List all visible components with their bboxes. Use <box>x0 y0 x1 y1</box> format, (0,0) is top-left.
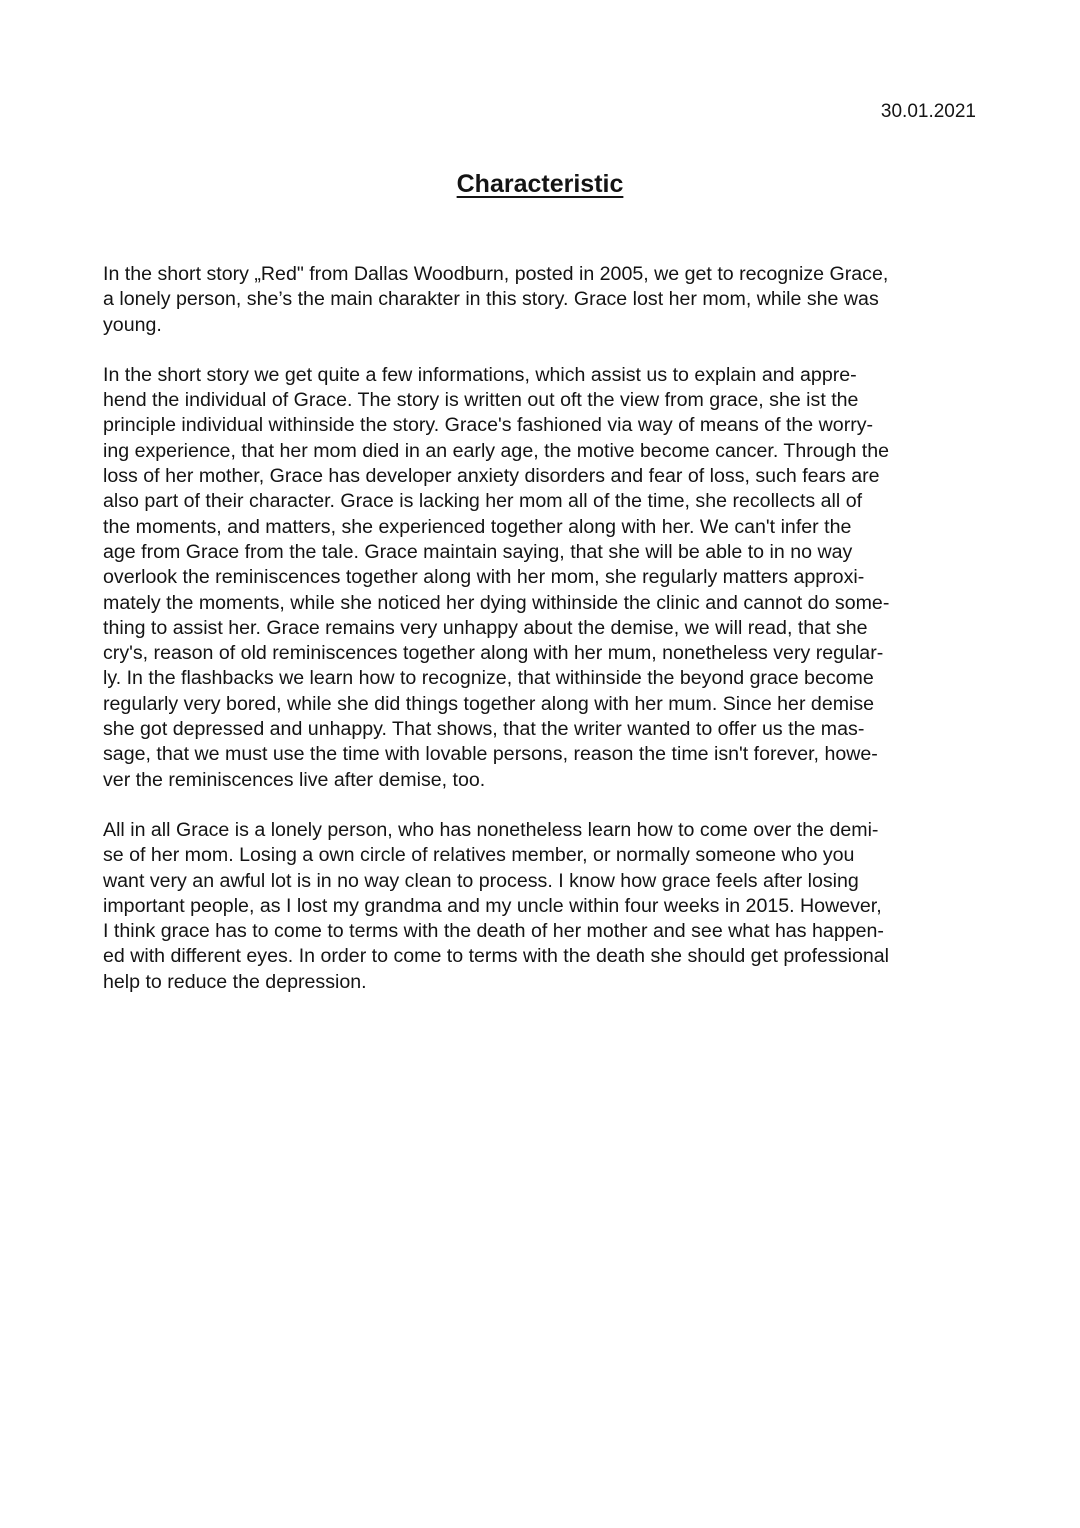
paragraph-line: ly. In the flashbacks we learn how to recognize, that withinside the beyond grace become <box>103 667 874 690</box>
paragraph <box>103 818 979 995</box>
paragraph-line: In the short story „Red" from Dallas Woodburn, posted in 2005, we get to recognize Grace, <box>103 263 889 285</box>
document-date: 30.01.2021 <box>880 101 976 122</box>
paragraph-line: I think grace has to come to terms with the death of her mother and see what has happen- <box>103 920 884 943</box>
paragraph-line: overlook the reminiscences together along with her mom, she regularly matters approxi- <box>103 566 865 589</box>
paragraph-line: All in all Grace is a lonely person, who has nonetheless learn how to come over the demi- <box>103 818 879 841</box>
paragraph <box>103 363 979 793</box>
paragraph-line: mately the moments, while she noticed her dying withinside the clinic and cannot do some- <box>103 591 890 614</box>
paragraph <box>103 262 979 338</box>
paragraph-line: young. <box>103 313 162 336</box>
paragraph-line: regularly very bored, while she did things together along with her mum. Since her demise <box>103 692 875 715</box>
paragraph-line: help to reduce the depression. <box>103 970 367 993</box>
paragraph-line: important people, as I lost my grandma and my uncle within four weeks in 2015. However, <box>103 894 882 917</box>
paragraph-line: cry's, reason of old reminiscences together along with her mum, nonetheless very regular- <box>103 642 884 665</box>
paragraph-line: want very an awful lot is in no way clean to process. I know how grace feels after losing <box>103 869 859 892</box>
paragraph-line: ver the reminiscences live after demise, too. <box>103 768 486 791</box>
document-body <box>103 262 979 1020</box>
paragraph-line: the moments, and matters, she experienced together along with her. We can't infer the <box>103 515 852 538</box>
paragraph-line: age from Grace from the tale. Grace maintain saying, that she will be able to in no way <box>103 540 853 563</box>
paragraph-line: loss of her mother, Grace has developer anxiety disorders and fear of loss, such fears are <box>103 465 880 488</box>
paragraph-line: se of her mom. Losing a own circle of relatives member, or normally someone who you <box>103 844 855 867</box>
document-title: Characteristic <box>456 170 624 198</box>
paragraph-line: ed with different eyes. In order to come to terms with the death she should get professional <box>103 945 890 968</box>
paragraph-line: ing experience, that her mom died in an early age, the motive become cancer. Through the <box>103 439 890 462</box>
paragraph-line: In the short story we get quite a few informations, which assist us to explain and appre- <box>103 363 857 386</box>
paragraph-line: she got depressed and unhappy. That shows, that the writer wanted to offer us the mas- <box>103 718 865 741</box>
paragraph-line: sage, that we must use the time with lovable persons, reason the time isn't forever, howe- <box>103 743 878 766</box>
paragraph-line: principle individual withinside the story. Grace's fashioned via way of means of the worry- <box>103 414 874 437</box>
paragraph-line: thing to assist her. Grace remains very unhappy about the demise, we will read, that she <box>103 616 868 639</box>
paragraph-line: hend the individual of Grace. The story is written out oft the view from grace, she ist the <box>103 389 859 412</box>
paragraph-line: a lonely person, she’s the main charakter in this story. Grace lost her mom, while she was <box>103 288 879 311</box>
paragraph-line: also part of their character. Grace is lacking her mom all of the time, she recollects all of <box>103 490 863 513</box>
